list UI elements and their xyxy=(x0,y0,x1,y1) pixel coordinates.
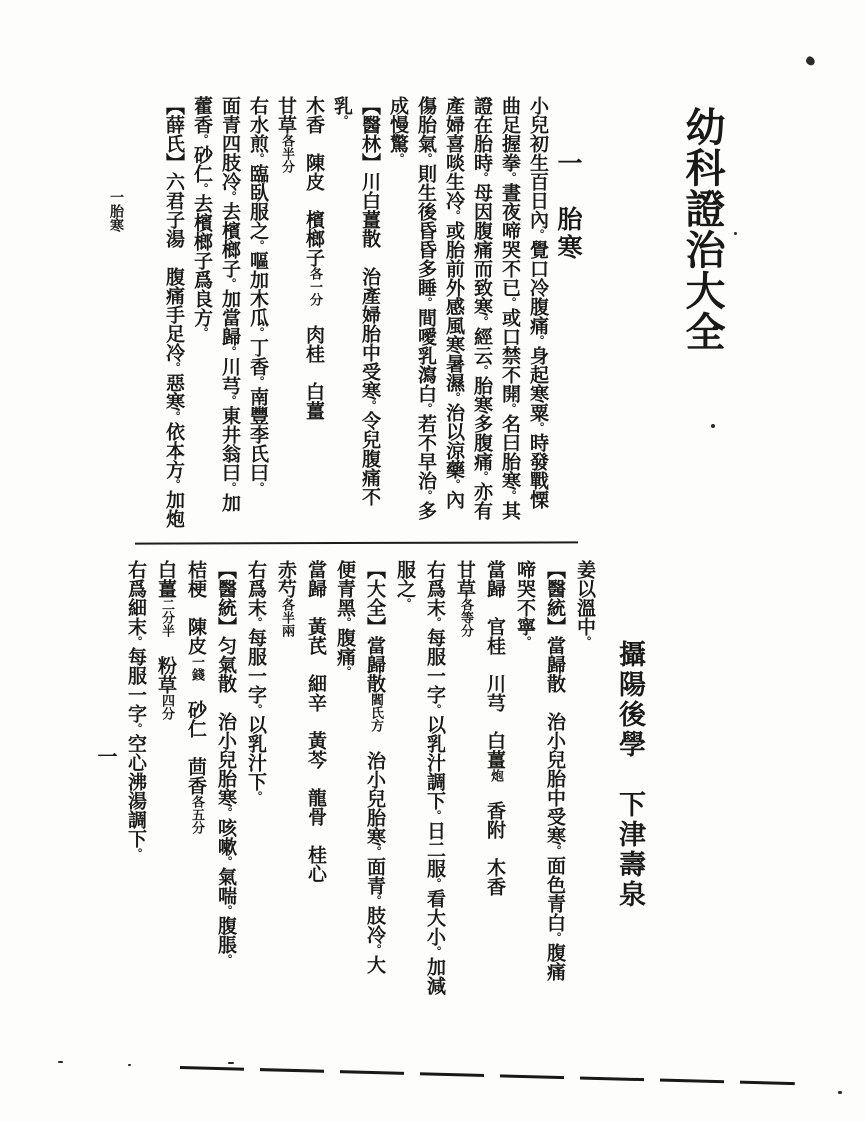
punctuation: 。 xyxy=(476,365,489,376)
top-text-block xyxy=(138,96,552,548)
punctuation: 。 xyxy=(252,482,265,493)
page-number: 一 xyxy=(94,746,118,766)
text-column: 藿香。砂仁。去檳榔子爲良方。 xyxy=(191,96,213,338)
text-column: 成慢驚。 xyxy=(387,96,409,164)
punctuation: 。 xyxy=(420,403,433,414)
ink-speck xyxy=(711,424,715,428)
text-column: 乳。 xyxy=(331,96,353,126)
ink-speck xyxy=(838,1091,842,1094)
punctuation: 。 xyxy=(504,297,517,308)
punctuation: 。 xyxy=(196,134,209,145)
text-column: 證在胎時。母因腹痛而致寒。經云。胎寒多腹痛。亦有 xyxy=(471,96,493,520)
punctuation: 。 xyxy=(220,807,233,818)
ink-speck xyxy=(58,1061,63,1063)
punctuation: 。 xyxy=(504,403,517,414)
punctuation: 。 xyxy=(429,946,442,957)
punctuation: 。 xyxy=(549,845,562,856)
punctuation: 。 xyxy=(504,172,517,183)
punctuation: 。 xyxy=(532,229,545,240)
punctuation: 。 xyxy=(429,810,442,821)
text-column: 面青四肢冷。去檳榔子。加當歸。川芎。東井翁曰。加 xyxy=(219,96,241,512)
punctuation: 。 xyxy=(429,878,442,889)
punctuation: 。 xyxy=(476,316,489,327)
text-column: 桔梗 陳皮一錢 砂仁 茴香各五分 xyxy=(185,560,207,834)
text-column: 曲足握拳。晝夜啼哭不已。或口禁不開。名曰胎寒。其 xyxy=(499,96,521,520)
text-column: 右水煎。臨臥服之。嘔加木瓜。丁香。南豐李氏曰。 xyxy=(247,96,269,493)
punctuation: 。 xyxy=(336,115,349,126)
punctuation: 。 xyxy=(224,395,237,406)
punctuation: 。 xyxy=(339,666,352,677)
text-column: 啼哭不寧。 xyxy=(514,560,536,647)
punctuation: 。 xyxy=(224,278,237,289)
punctuation: 。 xyxy=(369,895,382,906)
punctuation: 。 xyxy=(339,617,352,628)
punctuation: 。 xyxy=(252,376,265,387)
running-title: 一胎寒 xyxy=(108,190,124,232)
punctuation: 。 xyxy=(448,479,461,490)
punctuation: 。 xyxy=(130,636,143,647)
punctuation: 。 xyxy=(250,704,263,715)
punctuation: 。 xyxy=(220,954,233,965)
text-column: 甘草各等分 xyxy=(454,560,476,637)
punctuation: 。 xyxy=(420,297,433,308)
text-column: 當歸 官桂 川芎 白薑炮 香附 木香 xyxy=(484,560,506,896)
author-attribution: 攝陽後學 下津壽泉 xyxy=(614,640,645,910)
ink-speck xyxy=(228,1062,234,1064)
punctuation: 。 xyxy=(168,362,181,373)
text-column: 【醫統】當歸散 治小兒胎中受寒。面色青白。腹痛 xyxy=(544,560,566,981)
punctuation: 。 xyxy=(532,335,545,346)
punctuation: 。 xyxy=(224,482,237,493)
text-column: 白薑二分半 粉草四分 xyxy=(155,560,177,720)
punctuation: 。 xyxy=(224,346,237,357)
punctuation: 。 xyxy=(196,183,209,194)
punctuation: 。 xyxy=(429,617,442,628)
punctuation: 。 xyxy=(420,153,433,164)
punctuation: 。 xyxy=(549,932,562,943)
text-column: 木香 陳皮 檳榔子各一分 肉桂 白薑 xyxy=(303,96,325,420)
punctuation: 。 xyxy=(252,153,265,164)
text-column: 姜以溫中。 xyxy=(574,560,596,647)
text-column: 赤芍各半兩 xyxy=(275,560,297,637)
punctuation: 。 xyxy=(504,490,517,501)
punctuation: 。 xyxy=(250,617,263,628)
text-column: 當歸 黃芪 細辛 黃芩 龍骨 桂心 xyxy=(305,560,327,883)
text-column: 【醫林】川白薑散 治產婦胎中受寒。令兒腹痛不 xyxy=(359,96,381,506)
text-column: 產婦喜啖生冷。或胎前外感風寒暑濕。治以涼藥。內 xyxy=(443,96,465,509)
punctuation: 。 xyxy=(224,191,237,202)
ink-speck xyxy=(734,232,737,235)
text-column: 右爲末。每服一字。以乳汁調下。日二服。看大小。加減 xyxy=(424,560,446,995)
text-column: 【薛氏】六君子湯 腹痛手足冷。惡寒。依本方。加炮 xyxy=(163,96,185,528)
punctuation: 。 xyxy=(448,392,461,403)
punctuation: 。 xyxy=(519,636,532,647)
ink-speck xyxy=(128,1064,131,1066)
punctuation: 。 xyxy=(369,944,382,955)
punctuation: 。 xyxy=(392,153,405,164)
punctuation: 。 xyxy=(579,636,592,647)
punctuation: 。 xyxy=(168,411,181,422)
text-column: 服之。 xyxy=(394,560,416,609)
punctuation: 。 xyxy=(130,848,143,859)
text-column: 【醫統】匀氣散 治小兒胎寒。咳嗽。氣喘。腹脹。 xyxy=(215,560,237,965)
punctuation: 。 xyxy=(399,598,412,609)
text-column: 【大全】當歸散閻氏方 治小兒胎寒。面青。肢冷。大 xyxy=(364,560,386,974)
bottom-text-block xyxy=(125,560,600,1060)
text-column: 右爲細末。每服一字。空心沸湯調下。 xyxy=(125,560,147,859)
text-column: 甘草各半分 xyxy=(275,96,297,173)
punctuation: 。 xyxy=(476,172,489,183)
text-column: 小兒初生百日內。覺口冷腹痛。身起寒粟。時發戰慄 xyxy=(527,96,549,509)
punctuation: 。 xyxy=(252,240,265,251)
punctuation: 。 xyxy=(168,479,181,490)
punctuation: 。 xyxy=(196,327,209,338)
punctuation: 。 xyxy=(532,422,545,433)
section-heading: 一 胎寒 xyxy=(554,150,583,262)
punctuation: 。 xyxy=(369,846,382,857)
book-title: 幼科證治大全 xyxy=(679,106,726,352)
punctuation: 。 xyxy=(220,905,233,916)
text-column: 右爲末。每服一字。以乳汁下。 xyxy=(245,560,267,802)
text-column: 傷胎氣。則生後昏昏多睡。間噯乳瀉白。若不早治。多 xyxy=(415,96,437,520)
punctuation: 。 xyxy=(130,723,143,734)
punctuation: 。 xyxy=(220,856,233,867)
punctuation: 。 xyxy=(364,400,377,411)
punctuation: 。 xyxy=(420,490,433,501)
punctuation: 。 xyxy=(429,704,442,715)
punctuation: 。 xyxy=(250,791,263,802)
punctuation: 。 xyxy=(252,327,265,338)
punctuation: 。 xyxy=(476,471,489,482)
punctuation: 。 xyxy=(448,210,461,221)
text-column: 便青黑。腹痛。 xyxy=(334,560,356,677)
